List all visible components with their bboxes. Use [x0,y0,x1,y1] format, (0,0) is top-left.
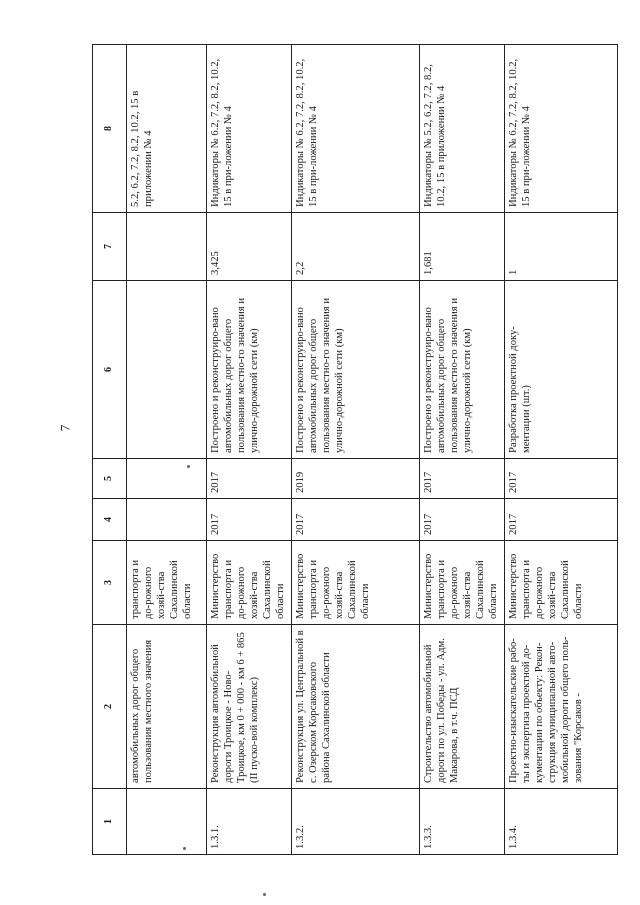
scan-speck [183,847,186,850]
table-row [207,45,292,855]
table-row [127,45,207,855]
measure-name: Проектно-изыскательские рабо-ты и экспертиза проектной до-кументации по объекту: Рекон-струкция муниципальной авто-мобильной дороги общего поль-зования "Корсаков - [505,625,618,789]
row-number: 1.3.4. [505,789,618,855]
col-header-1: 1 [93,789,127,855]
indicator-value: 2,2 [292,213,420,281]
measure-name: Строительство автомобильной дороги по ул. Победы - ул. Адм. Макарова, в т.ч. ПСД [420,625,505,789]
executor: Министерство транспорта и до-рожного хозяй-ства Сахалинской области [207,541,292,625]
indicator-reference: 5.2, 6.2, 7.2, 8.2, 10.2, 15 в приложении № 4 [127,45,207,213]
table-row [420,45,505,855]
executor: транспорта и до-рожного хозяй-ства Сахалинской области [127,541,207,625]
row-number: 1.3.3. [420,789,505,855]
start-year: 2017 [292,499,420,541]
indicator-value: 1,681 [420,213,505,281]
col-header-6: 6 [93,281,127,459]
program-measures-table [92,44,618,855]
table-row [505,45,618,855]
col-header-5: 5 [93,459,127,499]
executor: Министерство транспорта и до-рожного хозяй-ства Сахалинской области [292,541,420,625]
rotated-table-container [92,45,617,855]
indicator-value: 3,425 [207,213,292,281]
indicator-value: 1 [505,213,618,281]
measure-name: Реконструкция ул. Центральной в с. Озерском Корсаковского района Сахалинской области [292,625,420,789]
col-header-4: 4 [93,499,127,541]
col-header-2: 2 [93,625,127,789]
indicator-reference: Индикаторы № 6.2, 7.2, 8.2, 10.2, 15 в при-ложении № 4 [505,45,618,213]
indicator: Построено и реконструиро-вано автомобильных дорог общего пользования местно-го значения и улично-дорожной сети (км) [207,281,292,459]
indicator: Построено и реконструиро-вано автомобильных дорог общего пользования местно-го значения и улично-дорожной сети (км) [292,281,420,459]
table-row [292,45,420,855]
indicator-reference: Индикаторы № 5.2, 6.2, 7.2, 8.2, 10.2, 15 в приложении № 4 [420,45,505,213]
end-year: 2017 [207,459,292,499]
col-header-3: 3 [93,541,127,625]
scan-speck [187,465,190,468]
indicator-reference: Индикаторы № 6.2, 7.2, 8.2, 10.2, 15 в при-ложении № 4 [292,45,420,213]
start-year: 2017 [420,499,505,541]
end-year: 2017 [420,459,505,499]
executor: Министерство транспорта и до-рожного хозяй-ства Сахалинской области [420,541,505,625]
scan-speck [263,893,266,896]
row-number: 1.3.2. [292,789,420,855]
indicator-reference: Индикаторы № 6.2, 7.2, 8.2, 10.2, 15 в при-ложении № 4 [207,45,292,213]
row-number: 1.3.1. [207,789,292,855]
indicator-value [127,213,207,281]
end-year: 2017 [505,459,618,499]
measure-name: Реконструкция автомобильной дороги Троицкое - Ново-Троицкое, км 0 + 000 - км 6 + 865 (II пуско-вой комплекс) [207,625,292,789]
page-number: 7 [57,424,73,432]
executor: Министерство транспорта и до-рожного хозяй-ства Сахалинской области [505,541,618,625]
col-header-7: 7 [93,213,127,281]
indicator: Построено и реконструиро-вано автомобильных дорог общего пользования местно-го значения и улично-дорожной сети (км) [420,281,505,459]
indicator: Разработка проектной доку-ментации (шт.) [505,281,618,459]
start-year [127,499,207,541]
header-row [93,45,127,855]
measure-name: автомобильных дорог общего пользования местного значения [127,625,207,789]
row-number [127,789,207,855]
col-header-8: 8 [93,45,127,213]
start-year: 2017 [505,499,618,541]
start-year: 2017 [207,499,292,541]
end-year: 2019 [292,459,420,499]
end-year [127,459,207,499]
indicator [127,281,207,459]
